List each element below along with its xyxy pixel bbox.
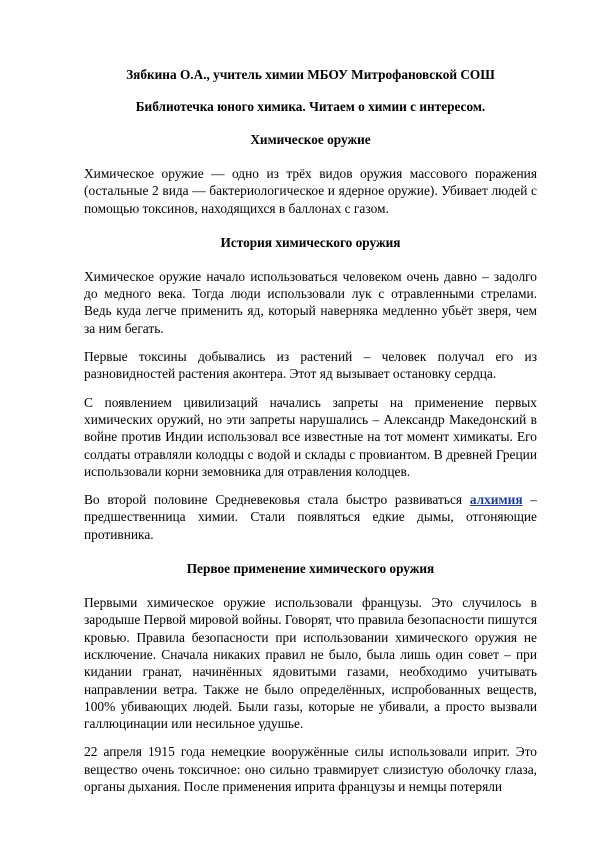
first-use-heading: Первое применение химического оружия — [186, 561, 435, 577]
history-paragraph-4 — [84, 491, 537, 543]
author-line: Зябкина О.А., учитель химии МБОУ Митрофановской СОШ — [126, 67, 495, 82]
history-paragraph-1: Химическое оружие начало использоваться человеком очень давно – задолго до медного века. Тогда люди использовали лук с отравленными стрелами. Ведь куда легче применить яд, который наверняка медленно убьёт зверя, чем за ним бегать. — [84, 268, 537, 336]
history-heading: История химического оружия — [220, 234, 401, 250]
alchemy-link[interactable]: алхимия — [469, 492, 523, 508]
history-paragraph-2: Первые токсины добывались из растений – человек получал его из разновидностей растения аконтера. Этот яд вызывает остановку сердца. — [84, 349, 537, 382]
series-title: Библиотечка юного химика. Читаем о химии с интересом. — [135, 99, 486, 114]
history-p4-after: – предшественница химии. Стали появляться едкие дымы, отгоняющие противника. — [84, 492, 537, 542]
history-p4-before: Во второй половине Средневековья стала быстро развиваться — [84, 492, 470, 508]
first-use-paragraph-1: Первыми химическое оружие использовали французы. Это случилось в зародыше Первой мировой войны. Говорят, что правила безопасности пишутся кровью. Правила безопасности при использовании химического оружия не исключение. Сначала никаких правил не было, была лишь один совет – при кидании гранат, начинённых ядовитыми газами, необходимо учитывать направлении ветра. Также не было определённых, испробованных веществ, 100% убивающих людей. Были газы, которые не убивали, а просто вызвали галлюцинации или несильное удушье. — [84, 595, 537, 732]
first-use-paragraph-2: 22 апреля 1915 года немецкие вооружённые силы использовали иприт. Это вещество очень токсичное: оно сильно травмирует слизистую оболочку глаза, органы дыхания. После применения иприта французы и немцы потеряли — [84, 744, 537, 795]
intro-paragraph: Химическое оружие — одно из трёх видов оружия массового поражения (остальные 2 вида — бактериологическое и ядерное оружие). Убивает людей с помощью токсинов, находящихся в баллонах с газом. — [84, 166, 537, 216]
page-title: Химическое оружие — [250, 132, 371, 147]
history-paragraph-3: С появлением цивилизаций начались запреты на применение первых химических оружий, но эти запреты нарушались – Александр Македонский в войне против Индии использовал все известные на тот момент химикаты. Его солдаты отравляли колодцы с водой и склады с провиантом. В древней Греции использовали корни земовника для отравления колодцев. — [84, 394, 537, 479]
